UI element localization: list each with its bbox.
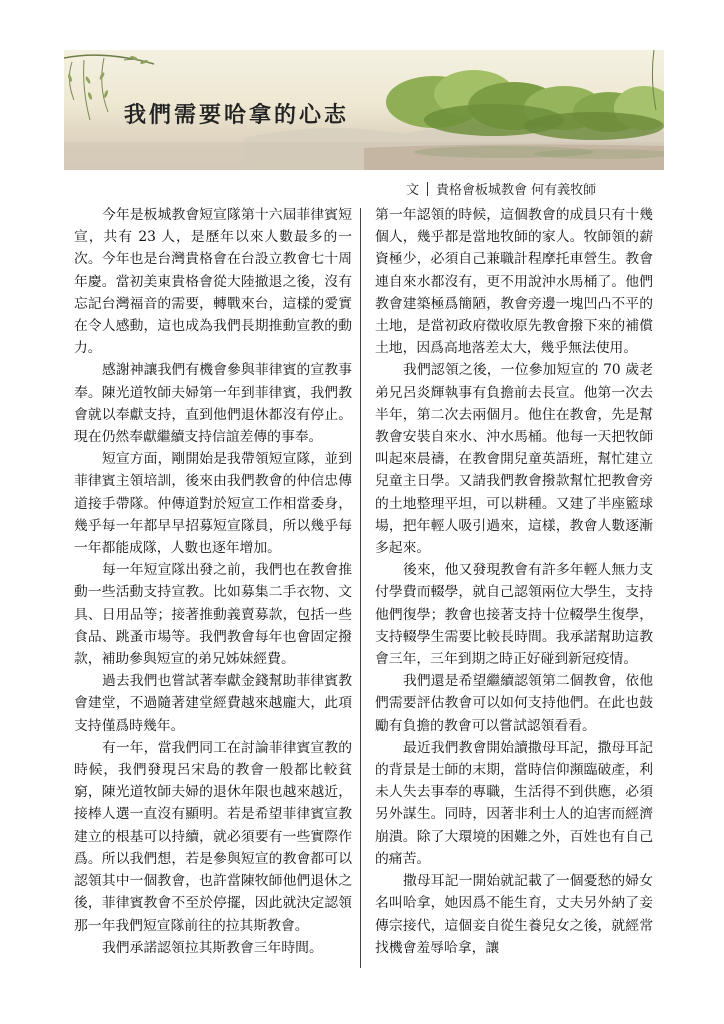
paragraph: 今年是板城教會短宣隊第十六屆菲律賓短宣，共有 23 人，是歷年以來人數最多的一次。今年也是台灣貴格會在台設立教會七十周年慶。當初美東貴格會從大陸撤退之後，沒有忘記台灣福音的需要，轉戰來台，這樣的愛實在令人感動，這也成為我們長期推動宣教的動力。	[74, 207, 352, 357]
paragraph: 我們認領之後，一位參加短宣的 70 歲老弟兄呂炎輝執事有負擔前去長宣。他第一次去半年，第二次去兩個月。他住在教會，先是幫教會安裝自來水、沖水馬桶。他每一天把牧師叫起來晨禱，在教會開兒童英語班，幫忙建立兒童主日學。又請我們教會撥款幫忙把教會旁的土地整理平坦，可以耕種。又建了半座籃球場，把年輕人吸引過來，這樣，教會人數逐漸多起來。	[375, 362, 653, 557]
paragraph: 第一年認領的時候，這個教會的成員只有十幾個人，幾乎都是當地牧師的家人。牧師領的薪資極少，必須自己兼職計程摩托車營生。教會連自來水都沒有，更不用說沖水馬桶了。他們教會建築極爲簡陋，教會旁邊一塊凹凸不平的土地，是當初政府徵收原先教會撥下來的補償土地，因爲高地落差太大，幾乎無法使用。	[375, 207, 653, 357]
article-column-right	[375, 204, 653, 959]
paragraph: 最近我們教會開始讀撒母耳記，撒母耳記的背景是士師的末期，當時信仰瀕臨破產，利未人失去事奉的專職，生活得不到供應，必須另外謀生。同時，因著非利士人的迫害而經濟崩潰。除了大環境的困難之外，百姓也有自己的痛苦。	[375, 739, 653, 867]
article-title: 我們需要哈拿的心志	[124, 103, 350, 128]
column-divider	[360, 208, 361, 968]
byline-separator	[427, 182, 428, 196]
byline-author: 貴格會板城教會 何有義牧師	[436, 183, 597, 198]
paragraph: 每一年短宣隊出發之前，我們也在教會推動一些活動支持宣教。比如募集二手衣物、文具、日用品等；接著推動義賣募款，包括一些食品、跳蚤市場等。我們教會每年也會固定撥款，補助參與短宣的弟兄姊妹經費。	[74, 562, 352, 668]
article-byline	[406, 179, 596, 198]
paragraph: 撒母耳記一開始就記載了一個憂愁的婦女名叫哈拿，她因爲不能生育，丈夫另外納了妾傳宗接代，這個妾自從生養兒女之後，就經常找機會羞辱哈拿，讓	[375, 873, 653, 956]
paragraph: 我們承諾認領拉其斯教會三年時間。	[102, 939, 323, 956]
article-column-left	[74, 204, 352, 959]
paragraph: 短宣方面，剛開始是我帶領短宣隊，並到菲律賓主領培訓，後來由我們教會的仲信忠傳道接手帶隊。仲傳道對於短宣工作相當委身，幾乎每一年都早早招募短宣隊員，所以幾乎每一年都能成隊，人數也逐年增加。	[74, 451, 352, 557]
byline-label: 文	[406, 183, 420, 198]
paragraph: 有一年，當我們同工在討論菲律賓宣教的時候，我們發現呂宋島的教會一般都比較貧窮，陳光道牧師夫婦的退休年限也越來越近，接棒人選一直沒有顯明。若是希望菲律賓宣教建立的根基可以持續，就必須要有一些實際作爲。所以我們想，若是參與短宣的教會都可以認領其中一個教會，也許當陳牧師他們退休之後，菲律賓教會不至於停擺，因此就決定認領那一年我們短宣隊前往的拉其斯教會。	[74, 739, 352, 934]
paragraph: 後來，他又發現教會有許多年輕人無力支付學費而輟學，就自己認領兩位大學生，支持他們復學；教會也接著支持十位輟學生復學，支持輟學生需要比較長時間。我承諾幫助這教會三年，三年到期之時正好碰到新冠疫情。	[375, 562, 653, 668]
paragraph: 過去我們也嘗試著奉獻金錢幫助菲律賓教會建堂，不過隨著建堂經費越來越龐大，此項支持僅爲時幾年。	[74, 673, 352, 734]
paragraph: 我們還是希望繼續認領第二個教會，依他們需要評估教會可以如何支持他們。在此也鼓勵有負擔的教會可以嘗試認領看看。	[375, 673, 653, 734]
paragraph: 感謝神讓我們有機會參與菲律賓的宣教事奉。陳光道牧師夫婦第一年到菲律賓，我們教會就以奉獻支持，直到他們退休都沒有停止。現在仍然奉獻繼續支持信誼差傳的事奉。	[74, 362, 352, 446]
